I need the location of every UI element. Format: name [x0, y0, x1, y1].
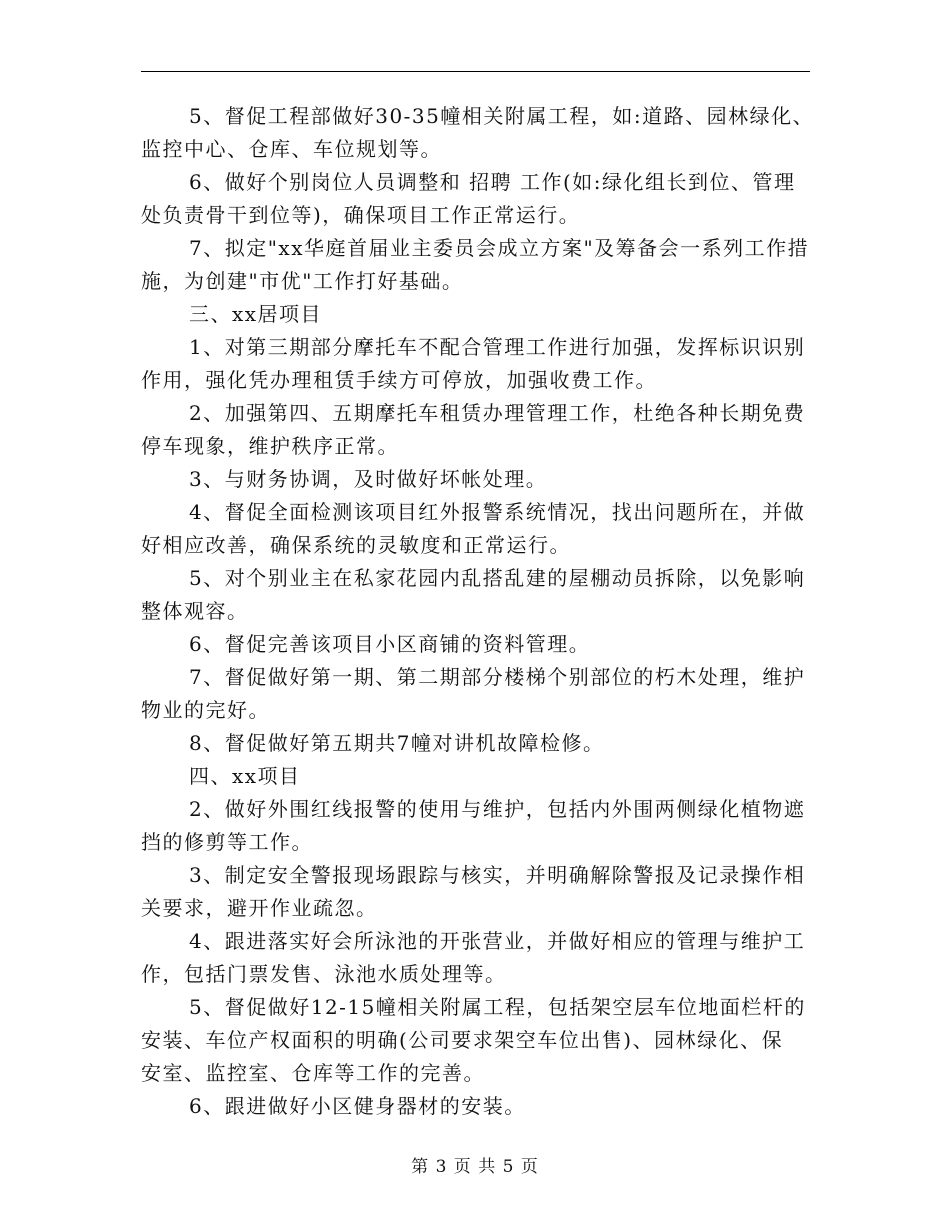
paragraph	[141, 463, 821, 496]
text-line: 5、对个别业主在私家花园内乱搭乱建的屋棚动员拆除，以免影响	[189, 566, 806, 590]
paragraph	[141, 661, 821, 727]
paragraph	[141, 991, 821, 1090]
text-line: 6、督促完善该项目小区商铺的资料管理。	[189, 632, 591, 656]
text-line: 关要求，避开作业疏忽。	[141, 896, 378, 920]
text-line: 整体观容。	[141, 599, 249, 623]
text-line: 好相应改善，确保系统的灵敏度和正常运行。	[141, 533, 571, 557]
text-line: 3、制定安全警报现场跟踪与核实，并明确解除警报及记录操作相	[189, 863, 806, 887]
text-line: 8、督促做好第五期共7幢对讲机故障检修。	[189, 731, 605, 755]
text-line: 2、做好外围红线报警的使用与维护，包括内外围两侧绿化植物遮	[189, 797, 806, 821]
paragraph	[141, 727, 821, 760]
text-line: 挡的修剪等工作。	[141, 830, 313, 854]
text-line: 1、对第三期部分摩托车不配合管理工作进行加强，发挥标识识别	[189, 335, 806, 359]
text-line: 2、加强第四、五期摩托车租赁办理管理工作，杜绝各种长期免费	[189, 401, 806, 425]
text-line: 四、xx项目	[189, 764, 301, 788]
text-line: 停车现象，维护秩序正常。	[141, 434, 399, 458]
document-body	[141, 100, 821, 1123]
text-line: 7、督促做好第一期、第二期部分楼梯个别部位的朽木处理，维护	[189, 665, 806, 689]
paragraph	[141, 166, 821, 232]
paragraph	[141, 793, 821, 859]
paragraph	[141, 397, 821, 463]
text-line: 作用，强化凭办理租赁手续方可停放，加强收费工作。	[141, 368, 657, 392]
text-line: 处负责骨干到位等)，确保项目工作正常运行。	[141, 203, 581, 227]
text-line: 施，为创建"市优"工作打好基础。	[141, 269, 464, 293]
text-line: 6、做好个别岗位人员调整和 招聘 工作(如:绿化组长到位、管理	[189, 170, 796, 194]
paragraph	[141, 1090, 821, 1123]
text-line: 安室、监控室、仓库等工作的完善。	[141, 1061, 485, 1085]
text-line: 6、跟进做好小区健身器材的安装。	[189, 1094, 526, 1118]
paragraph	[141, 496, 821, 562]
paragraph	[141, 562, 821, 628]
text-line: 5、督促做好12-15幢相关附属工程，包括架空层车位地面栏杆的	[189, 995, 806, 1019]
text-line: 安装、车位产权面积的明确(公司要求架空车位出售)、园林绿化、保	[141, 1028, 784, 1052]
paragraph	[141, 925, 821, 991]
text-line: 4、跟进落实好会所泳池的开张营业，并做好相应的管理与维护工	[189, 929, 806, 953]
section-heading	[141, 298, 821, 331]
text-line: 三、xx居项目	[189, 302, 323, 326]
text-line: 作，包括门票发售、泳池水质处理等。	[141, 962, 507, 986]
paragraph	[141, 100, 821, 166]
section-heading	[141, 760, 821, 793]
text-line: 物业的完好。	[141, 698, 270, 722]
page-number-footer: 第 3 页 共 5 页	[411, 1157, 539, 1177]
paragraph	[141, 628, 821, 661]
text-line: 5、督促工程部做好30-35幢相关附属工程，如:道路、园林绿化、	[189, 104, 815, 128]
paragraph	[141, 859, 821, 925]
text-line: 监控中心、仓库、车位规划等。	[141, 137, 442, 161]
paragraph	[141, 331, 821, 397]
text-line: 3、与财务协调，及时做好坏帐处理。	[189, 467, 548, 491]
text-line: 4、督促全面检测该项目红外报警系统情况，找出问题所在，并做	[189, 500, 806, 524]
text-line: 7、拟定"xx华庭首届业主委员会成立方案"及筹备会一系列工作措	[189, 236, 810, 260]
header-rule	[141, 71, 810, 72]
paragraph	[141, 232, 821, 298]
